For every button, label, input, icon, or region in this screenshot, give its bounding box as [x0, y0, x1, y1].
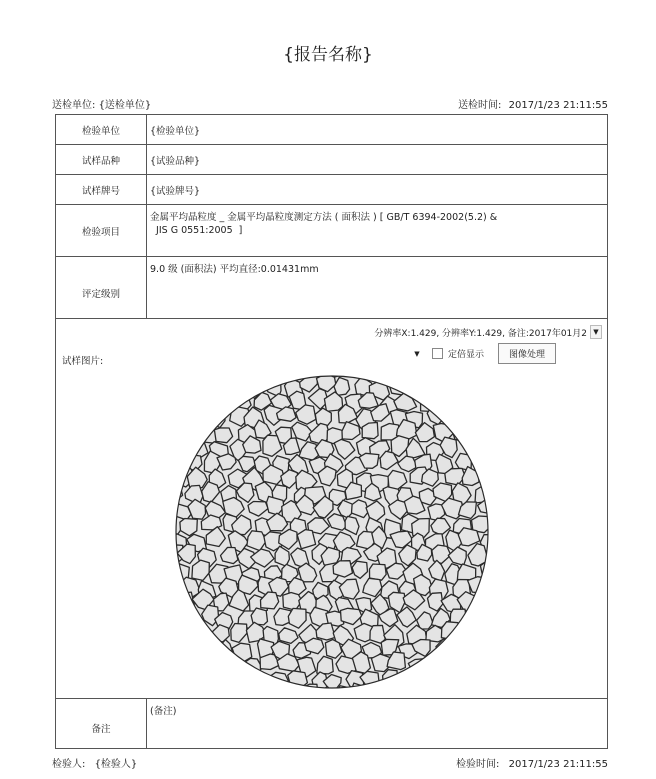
inspection-item-label: 检验项目: [56, 205, 147, 257]
grain: [210, 655, 230, 673]
chevron-down-icon[interactable]: ▼: [590, 325, 602, 339]
inspection-time-label: 检验时间:: [456, 759, 500, 770]
inspection-time: [456, 755, 608, 770]
remarks-value: (备注): [147, 699, 608, 749]
dropdown-arrow-icon[interactable]: ▼: [414, 349, 420, 358]
grain: [383, 670, 398, 691]
grain: [424, 375, 443, 393]
grain: [478, 436, 491, 453]
inspector: [52, 755, 137, 770]
grain: [490, 609, 491, 628]
grain: [175, 592, 194, 611]
calibrated-display-label: 定倍显示: [448, 350, 485, 360]
grain: [389, 684, 408, 691]
grain: [466, 642, 488, 661]
grain: [488, 486, 492, 502]
grain: [219, 670, 241, 691]
grain: [185, 640, 200, 660]
grain: [282, 686, 301, 692]
grain: [440, 655, 461, 671]
grain: [489, 546, 491, 564]
grain: [181, 425, 198, 443]
grain: [480, 688, 491, 691]
grain: [173, 565, 177, 580]
inspection-time-value: 2017/1/23 21:11:55: [508, 759, 608, 770]
grain: [399, 373, 418, 384]
submit-unit-label: 送检单位:: [52, 100, 96, 111]
grain: [445, 685, 463, 691]
grain: [228, 379, 244, 396]
inspection-unit-value: {检验单位}: [147, 115, 608, 145]
row-inspection-item: [56, 205, 608, 257]
grain: [482, 652, 491, 671]
grain: [198, 373, 216, 376]
grain: [333, 561, 352, 577]
grain: [173, 688, 175, 691]
grain: [361, 373, 382, 380]
grain: [220, 373, 240, 382]
grain: [253, 675, 271, 691]
grain: [237, 373, 255, 379]
grain: [174, 409, 191, 428]
remarks-label: 备注: [56, 699, 147, 749]
grain: [370, 625, 385, 643]
grain: [422, 687, 440, 691]
grain: [173, 612, 181, 628]
grain: [435, 670, 452, 689]
resolution-dropdown[interactable]: [374, 325, 602, 339]
grain: [189, 375, 207, 393]
sample-type-value: {试验品种}: [147, 145, 608, 175]
grain: [407, 381, 426, 398]
resolution-text: 分辨率X:1.429, 分辨率Y:1.429, 备注:2017年01月2: [374, 328, 587, 339]
grain: [173, 626, 190, 641]
grain: [470, 373, 490, 382]
grain: [443, 379, 463, 397]
grain: [184, 394, 200, 412]
grain: [370, 564, 387, 580]
row-inspection-unit: [56, 115, 608, 145]
grain: [173, 420, 179, 437]
row-remarks: [56, 699, 608, 749]
grain: [473, 423, 491, 445]
grain: [472, 666, 488, 688]
grain: [362, 423, 378, 439]
grain: [199, 671, 218, 689]
grain: [297, 530, 315, 549]
grain: [490, 673, 491, 690]
grain: [417, 373, 435, 377]
grain: [345, 373, 362, 376]
grain: [455, 670, 474, 690]
grain: [196, 390, 216, 409]
grain: [182, 613, 197, 628]
grain: [193, 629, 212, 645]
grain: [406, 687, 423, 692]
grain: [471, 391, 487, 412]
sample-grade-value: {试验牌号}: [147, 175, 608, 205]
grain: [173, 531, 175, 549]
grain: [461, 624, 482, 644]
grain: [474, 611, 491, 630]
grain: [173, 392, 179, 411]
image-controls: [412, 343, 556, 364]
inspection-item-value: [147, 205, 608, 257]
grain: [173, 625, 175, 642]
grain: [173, 657, 190, 678]
grain: [173, 456, 184, 471]
grain: [452, 421, 471, 442]
grain: [456, 638, 474, 654]
inspection-unit-label: 检验单位: [56, 115, 147, 145]
grain: [173, 377, 174, 398]
row-sample-grade: [56, 175, 608, 205]
grain: [435, 373, 452, 378]
submit-time-value: 2017/1/23 21:11:55: [508, 100, 608, 111]
grain: [480, 561, 491, 580]
grain: [209, 410, 225, 428]
grain: [457, 374, 476, 394]
grain: [183, 675, 204, 691]
grain: [235, 668, 253, 687]
grain: [434, 391, 454, 412]
calibrated-display-checkbox[interactable]: [432, 348, 443, 359]
grain: [398, 674, 415, 691]
grain: [173, 689, 189, 691]
grain: [173, 436, 174, 456]
grain: [228, 684, 245, 691]
grain: [371, 686, 387, 691]
rating-value: 9.0 级 (面积法) 平均直径:0.01431mm: [147, 257, 608, 319]
grain: [204, 643, 223, 661]
grain: [421, 392, 438, 412]
grain: [206, 682, 224, 691]
grain: [479, 374, 491, 392]
grain: [461, 408, 481, 428]
grain: [443, 405, 460, 425]
row-sample-image: [56, 319, 608, 699]
grain: [205, 374, 225, 395]
grain: [478, 625, 491, 646]
grain: [489, 455, 491, 474]
sample-grade-label: 试样牌号: [56, 175, 147, 205]
inspection-item-line1: 金属平均晶粒度 _ 金属平均晶粒度测定方法 ( 面积法 ) [ GB/T 6394-2002(5.2) &: [150, 212, 498, 223]
grain: [194, 684, 212, 691]
grain: [461, 655, 479, 676]
grain: [186, 373, 204, 382]
sample-image-label: 试样图片:: [62, 356, 104, 367]
inspector-label: 检验人:: [52, 759, 86, 770]
grain: [174, 373, 192, 391]
grain: [416, 666, 434, 689]
grain: [453, 397, 471, 414]
grain-micrograph: [173, 373, 491, 691]
grain: [381, 373, 398, 380]
inspection-item-line2: JIS G 0551:2005 ]: [150, 225, 243, 236]
sample-image-cell: [56, 319, 608, 699]
grain: [261, 688, 280, 691]
report-title: {报告名称}: [283, 45, 373, 65]
grain: [462, 686, 480, 691]
grain: [479, 591, 491, 610]
grain: [175, 436, 194, 453]
grain: [258, 373, 275, 381]
row-rating: [56, 257, 608, 319]
grain: [186, 657, 208, 678]
grain: [315, 690, 334, 691]
grain: [490, 393, 491, 410]
grain: [246, 684, 264, 692]
grain: [478, 412, 492, 430]
grain: [217, 394, 236, 411]
grain: [173, 373, 183, 382]
grain: [269, 373, 288, 378]
grain: [288, 373, 307, 378]
grain: [480, 466, 491, 487]
grain: [452, 373, 471, 379]
submit-unit-value: {送检单位}: [98, 100, 152, 111]
report-table: [55, 114, 608, 749]
row-sample-type: [56, 145, 608, 175]
grain: [173, 668, 183, 686]
submit-time-label: 送检时间:: [458, 100, 502, 111]
sample-type-label: 试样品种: [56, 145, 147, 175]
rating-label: 评定级别: [56, 257, 147, 319]
submit-unit: [52, 96, 151, 111]
grain: [173, 643, 183, 660]
submit-time: [458, 96, 608, 111]
inspector-value: {检验人}: [94, 759, 138, 770]
grain: [191, 411, 211, 430]
image-process-button[interactable]: 图像处理: [498, 343, 556, 364]
